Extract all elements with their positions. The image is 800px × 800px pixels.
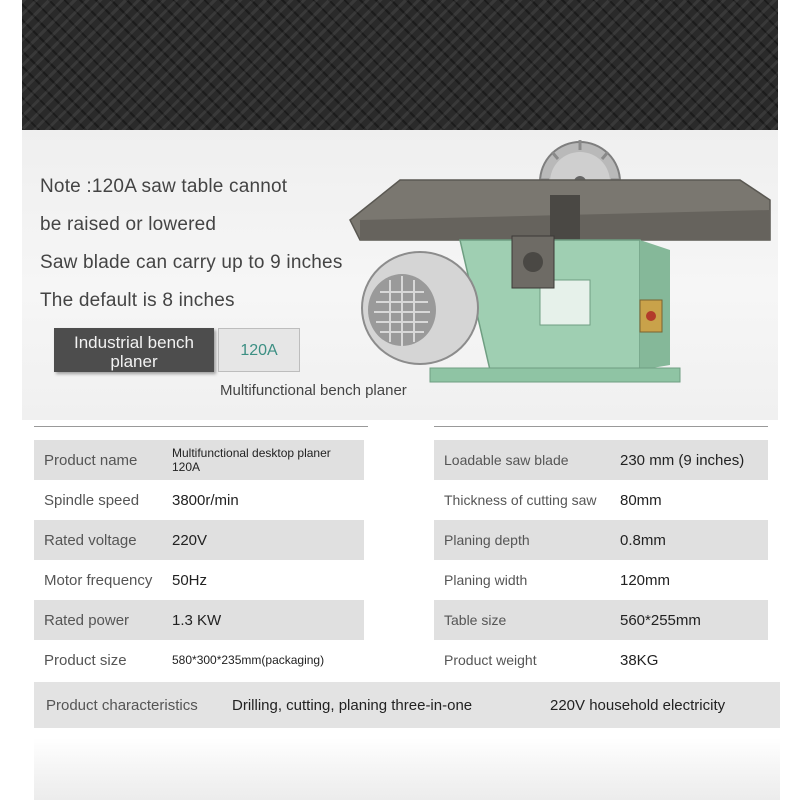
- spec-row: [34, 440, 364, 480]
- spec-value: 80mm: [620, 491, 662, 509]
- spec-value: Multifunctional desktop planer 120A: [172, 446, 331, 474]
- note-line: The default is 8 inches: [40, 290, 235, 311]
- spec-label: Rated voltage: [44, 531, 137, 549]
- characteristics-value: Drilling, cutting, planing three-in-one: [232, 696, 473, 714]
- product-tag: [54, 328, 300, 372]
- spec-label: Table size: [444, 612, 507, 628]
- spec-row: [434, 600, 768, 640]
- spec-row: [434, 440, 768, 480]
- note-line: Saw blade can carry up to 9 inches: [40, 252, 343, 273]
- characteristics-label: Product characteristics: [46, 696, 198, 714]
- spec-value: 1.3 KW: [172, 611, 222, 629]
- spec-row: [34, 520, 364, 560]
- spec-row: [434, 640, 768, 680]
- spec-value: 580*300*235mm(packaging): [172, 653, 325, 667]
- product-subtitle: Multifunctional bench planer: [220, 382, 407, 399]
- spec-row: [34, 600, 364, 640]
- divider-right: [434, 426, 768, 427]
- spec-value: 3800r/min: [172, 491, 239, 509]
- spec-value: 560*255mm: [620, 611, 701, 629]
- spec-row: [34, 560, 364, 600]
- spec-label: Rated power: [44, 611, 130, 629]
- note-line: be raised or lowered: [40, 214, 217, 235]
- note-text-block: [40, 168, 343, 320]
- spec-label: Planing width: [444, 572, 528, 588]
- spec-table-right: [434, 440, 768, 680]
- spec-label: Product name: [44, 451, 138, 469]
- characteristics-value-secondary: 220V household electricity: [550, 696, 726, 714]
- model-badge: 120A: [218, 328, 300, 372]
- spec-row: [34, 640, 364, 680]
- spec-table-left: [34, 440, 364, 680]
- divider-left: [34, 426, 368, 427]
- spec-value: 38KG: [620, 651, 659, 669]
- spec-label: Motor frequency: [44, 571, 153, 589]
- spec-value: 120mm: [620, 571, 671, 589]
- characteristics-row: [34, 682, 780, 728]
- bottom-fade: [34, 738, 780, 800]
- spec-label: Thickness of cutting saw: [444, 492, 597, 508]
- spec-row: [434, 520, 768, 560]
- spec-label: Product size: [44, 651, 127, 669]
- spec-value: 220V: [172, 531, 208, 549]
- spec-label: Planing depth: [444, 532, 530, 548]
- spec-label: Product weight: [444, 652, 537, 668]
- bench-planer-image: [340, 140, 780, 400]
- spec-value: 0.8mm: [620, 531, 666, 549]
- note-line: Note :120A saw table cannot: [40, 176, 288, 197]
- spec-value: 50Hz: [172, 571, 208, 589]
- spec-label: Spindle speed: [44, 491, 140, 509]
- spec-value: 230 mm (9 inches): [620, 451, 745, 469]
- spec-label: Loadable saw blade: [444, 452, 569, 468]
- motor-icon: [362, 252, 478, 364]
- spec-row: [34, 480, 364, 520]
- top-texture-band: [22, 0, 778, 130]
- tag-label: Industrial bench planer: [54, 328, 214, 372]
- spec-row: [434, 560, 768, 600]
- spec-row: [434, 480, 768, 520]
